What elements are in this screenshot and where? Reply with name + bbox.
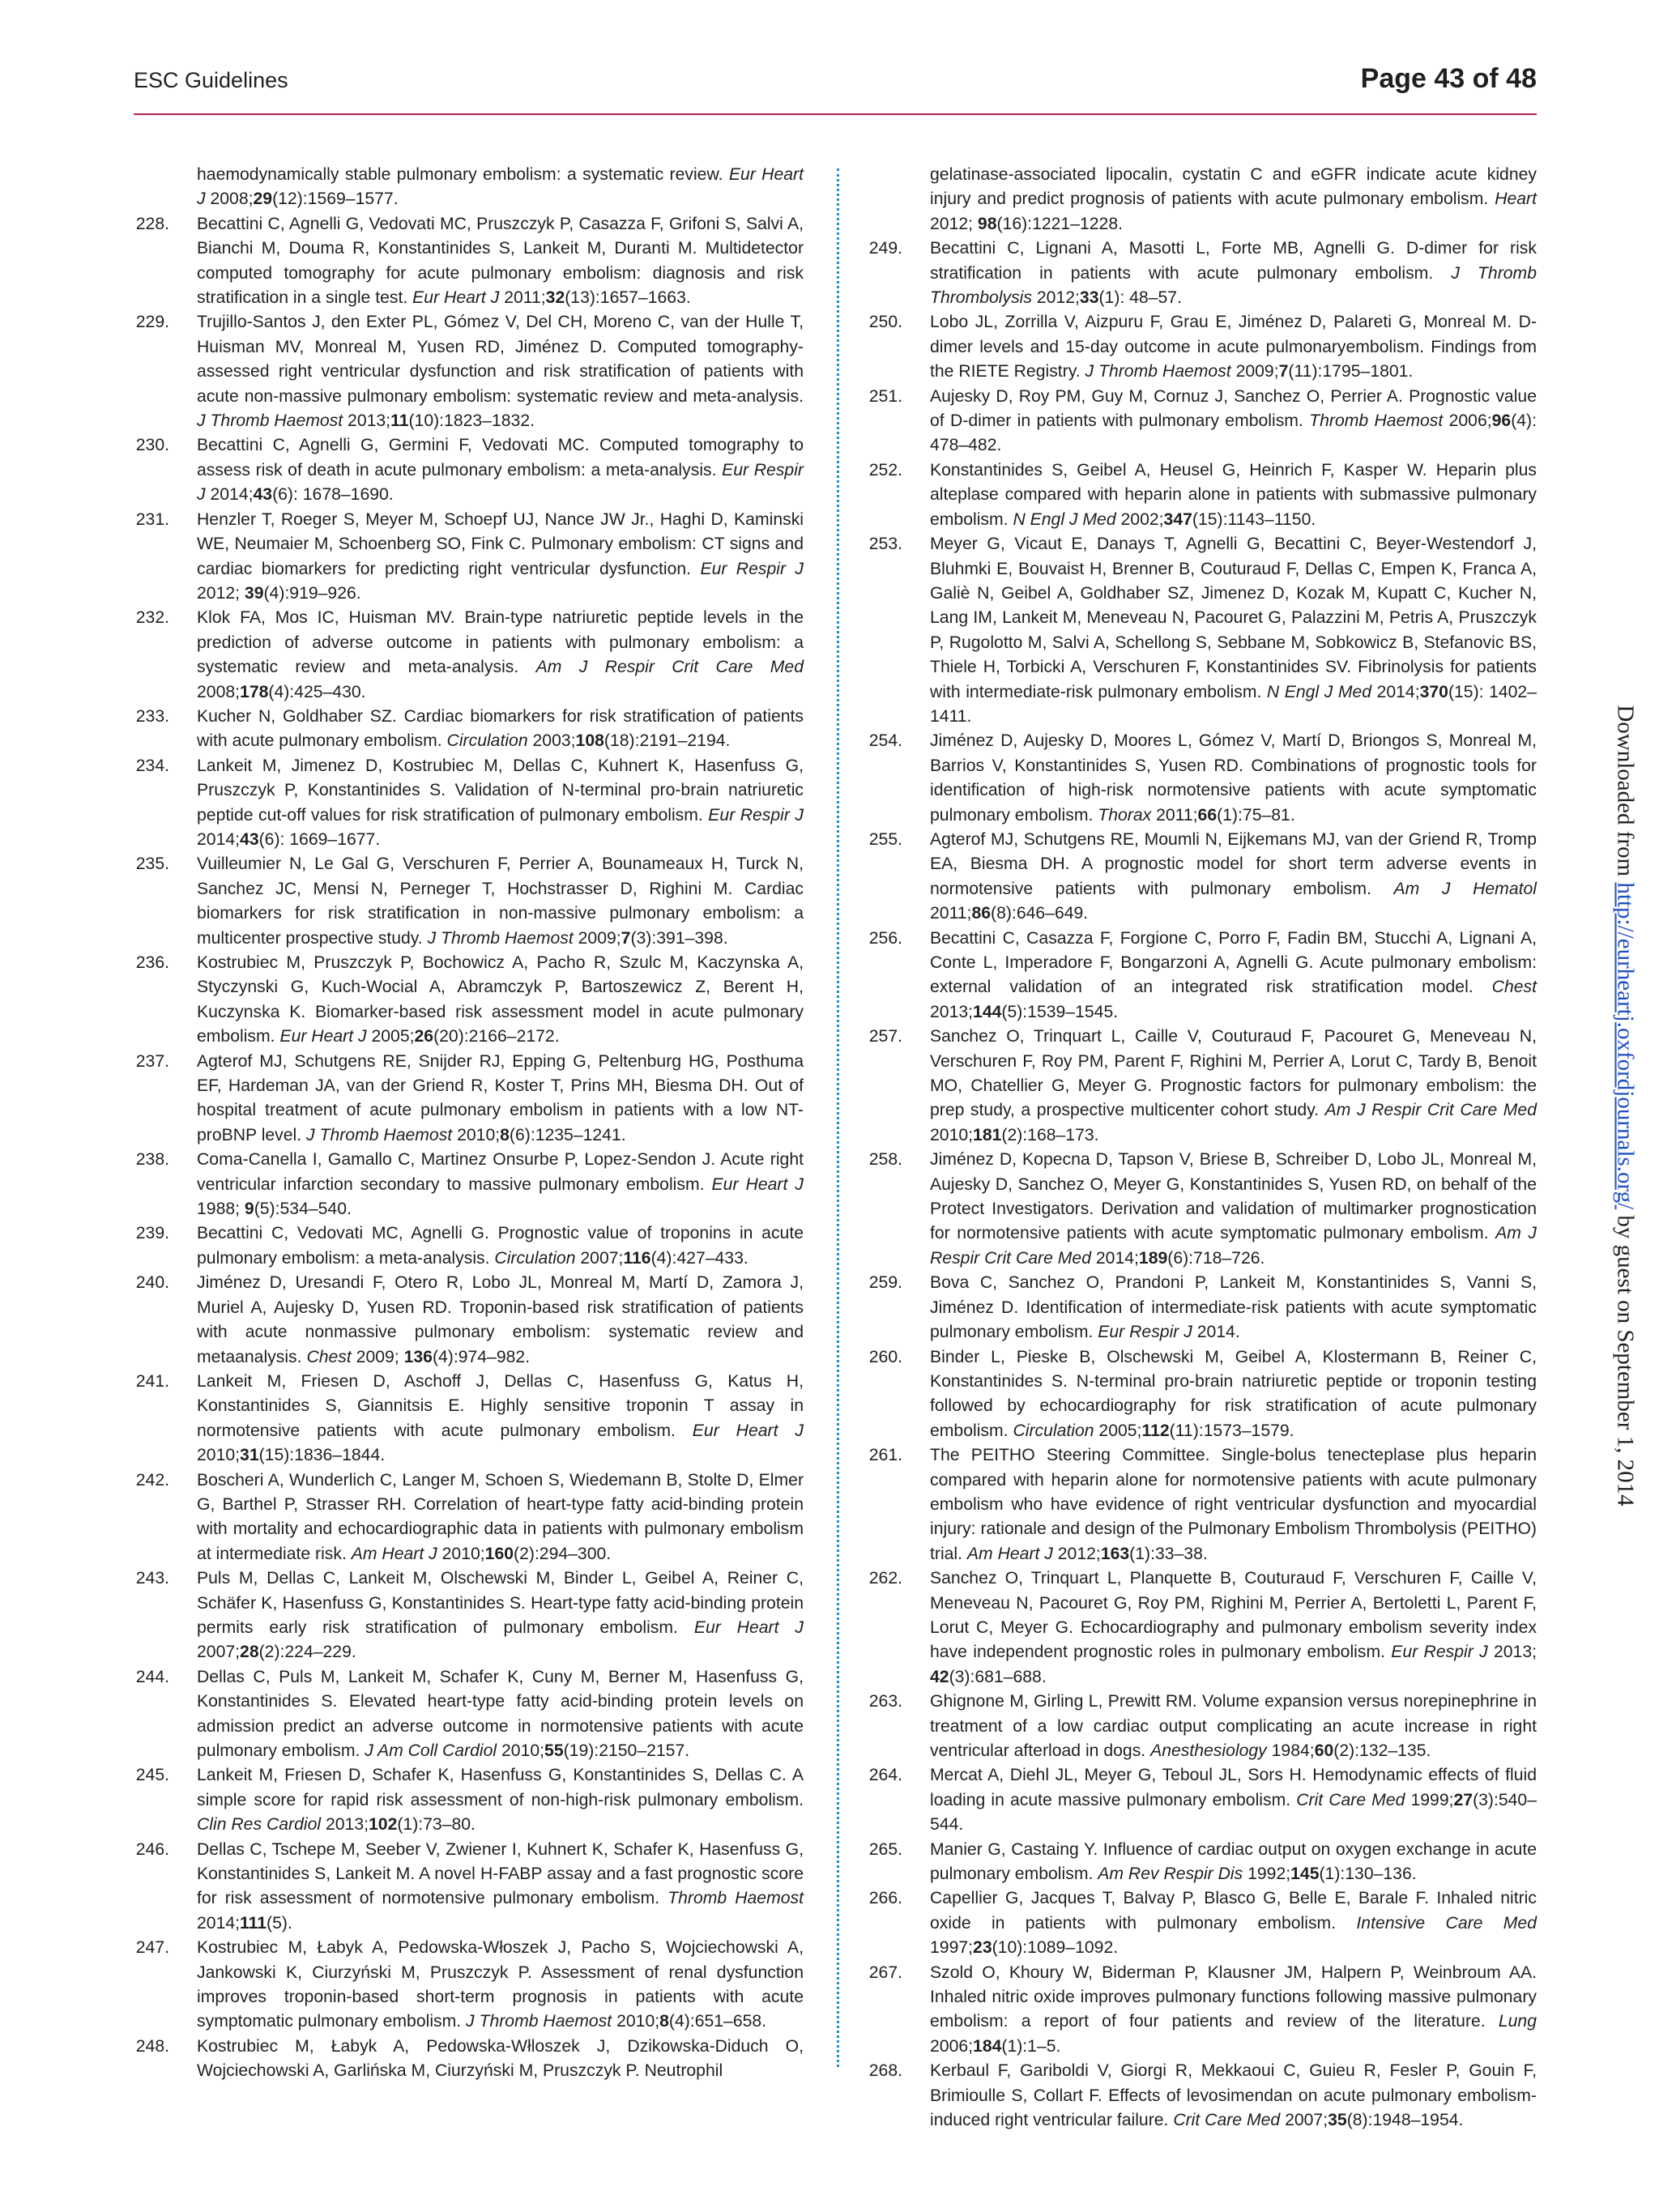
reference-item	[134, 1468, 804, 1567]
reference-text: Szold O, Khoury W, Biderman P, Klausner JM, Halpern P, Weinbroum AA. Inhaled nitric oxide improves pulmonary functions following massive pulmonary embolism: a report of four patients and review of the literature. Lung 2006;184(1):1–5.	[930, 1963, 1537, 2056]
reference-item	[867, 237, 1537, 310]
reference-text: Agterof MJ, Schutgens RE, Snijder RJ, Epping G, Peltenburg HG, Posthuma EF, Hardeman JA, van der Griend R, Koster T, Prins MH, Biesma DH. Out of hospital treatment of acute pulmonary embolism in patients with a low NT-proBNP level. J Thromb Haemost 2010;8(6):1235–1241.	[197, 1051, 804, 1144]
reference-item	[867, 1025, 1537, 1148]
reference-item	[134, 2035, 804, 2084]
reference-text: Trujillo-Santos J, den Exter PL, Gómez V, Del CH, Moreno C, van der Hulle T, Huisman MV, Monreal M, Yusen RD, Jiménez D. Computed tomography-assessed right ventricular dysfunction and risk stratification of patients with acute non-massive pulmonary embolism: systematic review and meta-analysis. J Thromb Haemost 2013;11(10):1823–1832.	[197, 313, 804, 431]
download-prefix: Downloaded from	[1612, 705, 1639, 883]
reference-item	[867, 385, 1537, 458]
download-suffix: by guest on September 1, 2014	[1612, 1209, 1639, 1507]
reference-text: Lankeit M, Friesen D, Aschoff J, Dellas C, Hasenfuss G, Katus H, Konstantinides S, Giannitsis E. Highly sensitive troponin T assay in normotensive patients with acute pulmonary embolism. Eur Heart J 2010;31(15):1836–1844.	[197, 1371, 804, 1465]
reference-number: 229.	[135, 313, 169, 332]
reference-text: Boscheri A, Wunderlich C, Langer M, Schoen S, Wiedemann B, Stolte D, Elmer G, Barthel P, Strasser RH. Correlation of heart-type fatty acid-binding protein with mortality and echocardiographic data in patients with pulmonary embolism at intermediate risk. Am Heart J 2010;160(2):294–300.	[197, 1470, 804, 1563]
reference-number: 248.	[135, 2036, 169, 2056]
reference-text: Dellas C, Tschepe M, Seeber V, Zwiener I, Kuhnert K, Schafer K, Hasenfuss G, Konstantinides S, Lankeit M. A novel H-FABP assay and a fast prognostic score for risk assessment of normotensive pulmonary embolism. Thromb Haemost 2014;111(5).	[197, 1839, 804, 1933]
reference-item	[134, 1665, 804, 1764]
reference-text: The PEITHO Steering Committee. Single-bolus tenecteplase plus heparin compared with heparin alone for normotensive patients with acute pulmonary embolism who have evidence of right ventricular dysfunction and myocardial injury: rationale and design of the Pulmonary Embolism Thrombolysis (PEITHO) trial. Am Heart J 2012;163(1):33–38.	[930, 1446, 1537, 1563]
reference-number: 251.	[868, 386, 902, 406]
reference-number: 236.	[135, 953, 169, 972]
reference-text: Sanchez O, Trinquart L, Planquette B, Couturaud F, Verschuren F, Caille V, Meneveau N, Pacouret G, Roy PM, Righini M, Perrier A, Bertoletti L, Parent F, Lorut C, Meyer G. Echocardiography and pulmonary embolism severity index have independent prognostic roles in pulmonary embolism. Eur Respir J 2013; 42(3):681–688.	[930, 1569, 1537, 1686]
running-head-journal: ESC Guidelines	[134, 68, 288, 92]
reference-item	[134, 1370, 804, 1468]
reference-number: 252.	[868, 460, 902, 479]
reference-item	[134, 606, 804, 705]
reference-text: Becattini C, Lignani A, Masotti L, Forte MB, Agnelli G. D-dimer for risk stratification in patients with acute pulmonary embolism. J Thromb Thrombolysis 2012;33(1): 48–57.	[930, 239, 1537, 308]
reference-number: 238.	[135, 1150, 169, 1170]
reference-item	[134, 1148, 804, 1221]
reference-number: 239.	[135, 1224, 169, 1243]
reference-number: 259.	[868, 1273, 902, 1293]
reference-text: Manier G, Castaing Y. Influence of cardiac output on oxygen exchange in acute pulmonary embolism. Am Rev Respir Dis 1992;145(1):130–136.	[930, 1839, 1537, 1884]
reference-number: 245.	[135, 1766, 169, 1785]
reference-number: 247.	[135, 1938, 169, 1958]
reference-item	[867, 1838, 1537, 1887]
reference-item	[134, 310, 804, 433]
reference-number: 267.	[868, 1963, 902, 1982]
reference-item	[134, 1936, 804, 2035]
reference-text: Binder L, Pieske B, Olschewski M, Geibel A, Klostermann B, Reiner C, Konstantinides S. N-terminal pro-brain natriuretic peptide or troponin testing followed by echocardiography for risk stratification of acute pulmonary embolism. Circulation 2005;112(11):1573–1579.	[930, 1347, 1537, 1440]
reference-text: Jiménez D, Aujesky D, Moores L, Gómez V, Martí D, Briongos S, Monreal M, Barrios V, Konstantinides S, Yusen RD. Combinations of prognostic tools for identification of high-risk normotensive patients with acute symptomatic pulmonary embolism. Thorax 2011;66(1):75–81.	[930, 731, 1537, 825]
reference-text: Bova C, Sanchez O, Prandoni P, Lankeit M, Konstantinides S, Vanni S, Jiménez D. Identification of intermediate-risk patients with acute symptomatic pulmonary embolism. Eur Respir J 2014.	[930, 1273, 1537, 1342]
reference-number: 230.	[135, 436, 169, 455]
reference-text: Coma-Canella I, Gamallo C, Martinez Onsurbe P, Lopez-Sendon J. Acute right ventricular infarction secondary to massive pulmonary embolism. Eur Heart J 1988; 9(5):534–540.	[197, 1150, 804, 1219]
reference-number: 254.	[868, 731, 902, 751]
reference-text: Meyer G, Vicaut E, Danays T, Agnelli G, Becattini C, Beyer-Westendorf J, Bluhmki E, Bouvaist H, Brenner B, Couturaud F, Dellas C, Empen K, Franca A, Galiè N, Geibel A, Goldhaber SZ, Jimenez D, Kozak M, Kupatt C, Kucher N, Lang IM, Lankeit M, Meneveau N, Pacouret G, Palazzini M, Petris A, Pruszczyk P, Rugolotto M, Salvi A, Schellong S, Sebbane M, Sobkowicz B, Stefanovic BS, Thiele H, Torbicki A, Verschuren F, Konstantinides SV. Fibrinolysis for patients with intermediate-risk pulmonary embolism. N Engl J Med 2014;370(15): 1402–1411.	[930, 535, 1537, 726]
reference-item	[867, 729, 1537, 828]
reference-item	[867, 828, 1537, 927]
reference-item	[134, 433, 804, 507]
reference-number: 255.	[868, 829, 902, 849]
reference-item	[134, 1763, 804, 1837]
reference-item	[134, 1271, 804, 1370]
reference-number: 235.	[135, 855, 169, 874]
reference-number: 243.	[135, 1569, 169, 1588]
reference-text: Kucher N, Goldhaber SZ. Cardiac biomarkers for risk stratification of patients with acute pulmonary embolism. Circulation 2003;108(18):2191–2194.	[197, 706, 804, 751]
reference-text: Henzler T, Roeger S, Meyer M, Schoepf UJ, Nance JW Jr., Haghi D, Kaminski WE, Neumaier M, Schoenberg SO, Fink C. Pulmonary embolism: CT signs and cardiac biomarkers for predicting right ventricular dysfunction. Eur Respir J 2012; 39(4):919–926.	[197, 509, 804, 603]
reference-item	[134, 852, 804, 951]
reference-column-right	[867, 163, 1537, 2133]
reference-number: 256.	[868, 928, 902, 948]
reference-item	[134, 951, 804, 1050]
header-rule	[134, 113, 1537, 115]
reference-number: 266.	[868, 1889, 902, 1908]
reference-number: 260.	[868, 1347, 902, 1366]
reference-item	[867, 310, 1537, 384]
reference-item	[867, 1443, 1537, 1566]
reference-text: Kostrubiec M, Łabyk A, Pedowska-Włoszek J, Pacho S, Wojciechowski A, Jankowski K, Ciurzyński M, Pruszczyk P. Assessment of renal dysfunction improves troponin-based short-term prognosis in patients with acute symptomatic pulmonary embolism. J Thromb Haemost 2010;8(4):651–658.	[197, 1938, 804, 2031]
reference-number: 242.	[135, 1470, 169, 1490]
reference-item	[134, 1050, 804, 1149]
reference-text: Klok FA, Mos IC, Huisman MV. Brain-type natriuretic peptide levels in the prediction of adverse outcome in patients with pulmonary embolism: a systematic review and meta-analysis. Am J Respir Crit Care Med 2008;178(4):425–430.	[197, 608, 804, 701]
reference-number: 246.	[135, 1839, 169, 1859]
reference-number: 241.	[135, 1371, 169, 1391]
reference-text: Capellier G, Jacques T, Balvay P, Blasco G, Belle E, Barale F. Inhaled nitric oxide in patients with pulmonary embolism. Intensive Care Med 1997;23(10):1089–1092.	[930, 1889, 1537, 1958]
reference-text: Lobo JL, Zorrilla V, Aizpuru F, Grau E, Jiménez D, Palareti G, Monreal M. D-dimer levels and 15-day outcome in acute pulmonaryembolism. Findings from the RIETE Registry. J Thromb Haemost 2009;7(11):1795–1801.	[930, 313, 1537, 381]
reference-number: 262.	[868, 1569, 902, 1588]
download-link[interactable]: http://eurheartj.oxfordjournals.org/	[1612, 882, 1639, 1210]
reference-item	[867, 927, 1537, 1025]
reference-item	[867, 1148, 1537, 1271]
reference-number: 264.	[868, 1766, 902, 1785]
reference-item	[867, 458, 1537, 532]
reference-item	[134, 1566, 804, 1665]
reference-text: Vuilleumier N, Le Gal G, Verschuren F, Perrier A, Bounameaux H, Turck N, Sanchez JC, Mensi N, Perneger T, Hochstrasser D, Righini M. Cardiac biomarkers for risk stratification in non-massive pulmonary embolism: a multicenter prospective study. J Thromb Haemost 2009;7(3):391–398.	[197, 855, 804, 948]
reference-column-left	[134, 163, 804, 2084]
reference-text: Jiménez D, Kopecna D, Tapson V, Briese B, Schreiber D, Lobo JL, Monreal M, Aujesky D, Sanchez O, Meyer G, Konstantinides S, Yusen RD, on behalf of the Protect Investigators. Derivation and validation of multimarker prognostication for normotensive patients with acute symptomatic pulmonary embolism. Am J Respir Crit Care Med 2014;189(6):718–726.	[930, 1150, 1537, 1268]
reference-item	[867, 1566, 1537, 1690]
reference-item	[867, 1886, 1537, 1960]
reference-item	[867, 1345, 1537, 1444]
download-notice	[1612, 705, 1639, 1506]
reference-number: 249.	[868, 239, 902, 258]
reference-text: Ghignone M, Girling L, Prewitt RM. Volume expansion versus norepinephrine in treatment of a low cardiac output complicating an acute increase in right ventricular afterload in dogs. Anesthesiology 1984;60(2):132–135.	[930, 1692, 1537, 1760]
reference-text: Mercat A, Diehl JL, Meyer G, Teboul JL, Sors H. Hemodynamic effects of fluid loading in acute massive pulmonary embolism. Crit Care Med 1999;27(3):540–544.	[930, 1766, 1537, 1835]
reference-item	[867, 1271, 1537, 1345]
reference-number: 253.	[868, 535, 902, 554]
reference-item	[134, 212, 804, 311]
reference-number: 237.	[135, 1051, 169, 1071]
reference-number: 244.	[135, 1667, 169, 1686]
reference-text: haemodynamically stable pulmonary embolism: a systematic review. Eur Heart J 2008;29(12):1569–1577.	[197, 165, 804, 209]
reference-text: Jiménez D, Uresandi F, Otero R, Lobo JL, Monreal M, Martí D, Zamora J, Muriel A, Aujesky D, Yusen RD. Troponin-based risk stratification of patients with acute nonmassive pulmonary embolism: systematic review and metaanalysis. Chest 2009; 136(4):974–982.	[197, 1273, 804, 1366]
reference-text: Kostrubiec M, Łabyk A, Pedowska-Włloszek J, Dzikowska-Diduch O, Wojciechowski A, Garlińska M, Ciurzyński M, Pruszczyk P. Neutrophil	[197, 2036, 804, 2081]
reference-text: Becattini C, Casazza F, Forgione C, Porro F, Fadin BM, Stucchi A, Lignani A, Conte L, Imperadore F, Bongarzoni A, Agnelli G. Acute pulmonary embolism: external validation of an integrated risk stratification model. Chest 2013;144(5):1539–1545.	[930, 928, 1537, 1021]
reference-text: Agterof MJ, Schutgens RE, Moumli N, Eijkemans MJ, van der Griend R, Tromp EA, Biesma DH. A prognostic model for short term adverse events in normotensive patients with pulmonary embolism. Am J Hematol 2011;86(8):646–649.	[930, 829, 1537, 923]
reference-item	[867, 1961, 1537, 2060]
reference-item	[867, 163, 1537, 237]
reference-text: Lankeit M, Jimenez D, Kostrubiec M, Dellas C, Kuhnert K, Hasenfuss G, Pruszczyk P, Konstantinides S. Validation of N-terminal pro-brain natriuretic peptide cut-off values for risk stratification of pulmonary embolism. Eur Respir J 2014;43(6): 1669–1677.	[197, 756, 804, 849]
reference-text: Sanchez O, Trinquart L, Caille V, Couturaud F, Pacouret G, Meneveau N, Verschuren F, Roy PM, Parent F, Righini M, Perrier A, Lorut C, Tardy B, Benoit MO, Chatellier G, Meyer G. Prognostic factors for pulmonary embolism: the prep study, a prospective multicenter cohort study. Am J Respir Crit Care Med 2010;181(2):168–173.	[930, 1027, 1537, 1144]
reference-number: 268.	[868, 2061, 902, 2081]
reference-number: 240.	[135, 1273, 169, 1293]
reference-text: Dellas C, Puls M, Lankeit M, Schafer K, Cuny M, Berner M, Hasenfuss G, Konstantinides S. Elevated heart-type fatty acid-binding protein levels on admission predict an adverse outcome in normotensive patients with acute pulmonary embolism. J Am Coll Cardiol 2010;55(19):2150–2157.	[197, 1667, 804, 1760]
reference-item	[134, 754, 804, 853]
page-header	[134, 63, 1537, 100]
reference-text: Aujesky D, Roy PM, Guy M, Cornuz J, Sanchez O, Perrier A. Prognostic value of D-dimer in patients with pulmonary embolism. Thromb Haemost 2006;96(4): 478–482.	[930, 386, 1537, 455]
reference-item	[134, 1838, 804, 1937]
reference-text: Becattini C, Agnelli G, Vedovati MC, Pruszczyk P, Casazza F, Grifoni S, Salvi A, Bianchi M, Douma R, Konstantinides S, Lankeit M, Duranti M. Multidetector computed tomography for acute pulmonary embolism: diagnosis and risk stratification in a single test. Eur Heart J 2011;32(13):1657–1663.	[197, 214, 804, 308]
reference-item	[867, 1763, 1537, 1837]
reference-number: 233.	[135, 706, 169, 726]
reference-item	[134, 163, 804, 212]
reference-item	[867, 1690, 1537, 1763]
reference-item	[134, 1221, 804, 1271]
reference-number: 257.	[868, 1027, 902, 1046]
reference-number: 265.	[868, 1839, 902, 1859]
reference-item	[867, 2059, 1537, 2133]
reference-text: gelatinase-associated lipocalin, cystatin C and eGFR indicate acute kidney injury and predict prognosis of patients with acute pulmonary embolism. Heart 2012; 98(16):1221–1228.	[930, 165, 1537, 233]
reference-text: Kerbaul F, Gariboldi V, Giorgi R, Mekkaoui C, Guieu R, Fesler P, Gouin F, Brimioulle S, Collart F. Effects of levosimendan on acute pulmonary embolism-induced right ventricular failure. Crit Care Med 2007;35(8):1948–1954.	[930, 2061, 1537, 2130]
reference-item	[867, 532, 1537, 729]
reference-text: Puls M, Dellas C, Lankeit M, Olschewski M, Binder L, Geibel A, Reiner C, Schäfer K, Hasenfuss G, Konstantinides S. Heart-type fatty acid-binding protein permits early risk stratification of pulmonary embolism. Eur Heart J 2007;28(2):224–229.	[197, 1569, 804, 1662]
reference-item	[134, 705, 804, 754]
reference-number: 263.	[868, 1692, 902, 1711]
column-divider	[837, 168, 839, 2067]
reference-text: Konstantinides S, Geibel A, Heusel G, Heinrich F, Kasper W. Heparin plus alteplase compared with heparin alone in patients with submassive pulmonary embolism. N Engl J Med 2002;347(15):1143–1150.	[930, 460, 1537, 529]
reference-number: 234.	[135, 756, 169, 775]
reference-text: Lankeit M, Friesen D, Schafer K, Hasenfuss G, Konstantinides S, Dellas C. A simple score for rapid risk assessment of non-high-risk pulmonary embolism. Clin Res Cardiol 2013;102(1):73–80.	[197, 1766, 804, 1835]
reference-number: 261.	[868, 1446, 902, 1465]
reference-number: 231.	[135, 509, 169, 529]
reference-number: 258.	[868, 1150, 902, 1170]
reference-number: 228.	[135, 214, 169, 233]
reference-item	[134, 508, 804, 607]
reference-text: Kostrubiec M, Pruszczyk P, Bochowicz A, Pacho R, Szulc M, Kaczynska A, Styczynski G, Kuch-Wocial A, Abramczyk P, Bartoszewicz Z, Berent H, Kuczynska K. Biomarker-based risk assessment model in acute pulmonary embolism. Eur Heart J 2005;26(20):2166–2172.	[197, 953, 804, 1046]
reference-text: Becattini C, Agnelli G, Germini F, Vedovati MC. Computed tomography to assess risk of death in acute pulmonary embolism: a meta-analysis. Eur Respir J 2014;43(6): 1678–1690.	[197, 436, 804, 505]
reference-number: 232.	[135, 608, 169, 628]
reference-number: 250.	[868, 313, 902, 332]
page-number: Page 43 of 48	[1360, 63, 1537, 94]
reference-text: Becattini C, Vedovati MC, Agnelli G. Prognostic value of troponins in acute pulmonary embolism: a meta-analysis. Circulation 2007;116(4):427–433.	[197, 1224, 804, 1268]
